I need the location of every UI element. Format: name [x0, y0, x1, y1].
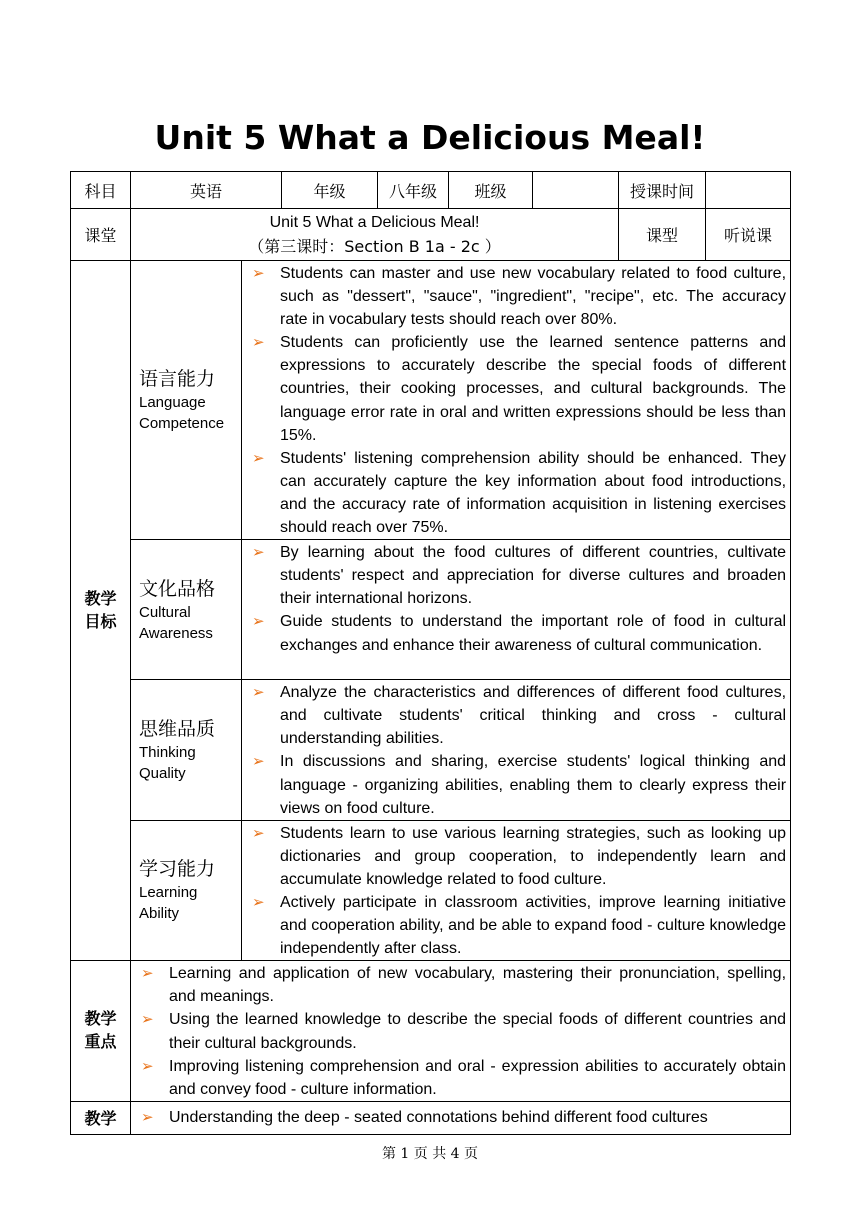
grade-value: 八年级 [378, 172, 449, 209]
objective-items-learning [242, 820, 791, 961]
list-item: ➢ Analyze the characteristics and differences of different food cultures, and cultivate students' critical thinking and cross - cultural understanding abilities. [252, 681, 786, 750]
subject-label: 科目 [71, 172, 131, 209]
key-points-label: 教学 重点 [71, 961, 131, 1102]
page-footer: 第 1 页 共 4 页 [381, 1146, 479, 1162]
objective-items-thinking [242, 680, 791, 821]
list-item: ➢ Students learn to use various learning strategies, such as looking up dictionaries and group cooperation, to independently learn and accumulate knowledge related to food culture. [252, 822, 786, 891]
lesson-title: Unit 5 What a Delicious Meal! [269, 213, 480, 231]
objective-category-learning: 学习能力 Learning Ability [131, 820, 242, 961]
objective-items-cultural [242, 540, 791, 680]
key-points-items [131, 961, 791, 1102]
objective-row-thinking [71, 680, 791, 821]
grade-label: 年级 [282, 172, 378, 209]
objective-category-cultural: 文化品格 Cultural Awareness [131, 540, 242, 680]
lesson-label: 课堂 [71, 209, 131, 261]
header-row [71, 172, 791, 209]
list-item: ➢ Students' listening comprehension ability should be enhanced. They can accurately capture the key information about food introductions, and the accuracy rate of information acquisition in listening exercises should reach over 75%. [252, 447, 786, 539]
class-value [533, 172, 619, 209]
objective-category-language: 语言能力 Language Competence [131, 261, 242, 540]
list-item: ➢ Actively participate in classroom activities, improve learning initiative and cooperation ability, and be able to expand food - culture knowledge independently after class. [252, 891, 786, 960]
subject-value: 英语 [131, 172, 282, 209]
objective-row-language [71, 261, 791, 540]
difficult-points-label: 教学 [71, 1101, 131, 1134]
key-points-row [71, 961, 791, 1102]
list-item: ➢ Students can master and use new vocabulary related to food culture, such as "dessert", "sauce", "ingredient", "recipe", etc. The accuracy rate in vocabulary tests should reach over 80%. [252, 262, 786, 331]
list-item: ➢ Understanding the deep - seated connotations behind different food cultures [141, 1106, 786, 1129]
difficult-points-row [71, 1101, 791, 1134]
objectives-label: 教学 目标 [71, 261, 131, 961]
objective-items-language [242, 261, 791, 540]
difficult-points-items [131, 1101, 791, 1134]
objective-category-thinking: 思维品质 Thinking Quality [131, 680, 242, 821]
lesson-row [71, 209, 791, 261]
list-item: ➢ Guide students to understand the important role of food in cultural exchanges and enhance their awareness of cultural communication. [252, 610, 786, 656]
list-item: ➢ Using the learned knowledge to describe the special foods of different countries and their cultural backgrounds. [141, 1008, 786, 1054]
lesson-plan-table [70, 171, 791, 1135]
list-item: ➢ Learning and application of new vocabulary, mastering their pronunciation, spelling, and meanings. [141, 962, 786, 1008]
lesson-title-cell [131, 209, 619, 261]
objective-row-cultural [71, 540, 791, 680]
lesson-type-label: 课型 [619, 209, 706, 261]
list-item: ➢ In discussions and sharing, exercise students' logical thinking and language - organizing abilities, enabling them to clearly express their views on food culture. [252, 750, 786, 819]
list-item: ➢ Students can proficiently use the learned sentence patterns and expressions to accurately describe the special foods of different countries, their cooking processes, and cultural backgrounds. The language error rate in oral and written expressions should be less than 15%. [252, 331, 786, 446]
lesson-period: （第三课时：Section B 1a - 2c ） [248, 236, 501, 256]
time-label: 授课时间 [619, 172, 706, 209]
time-value [706, 172, 791, 209]
class-label: 班级 [449, 172, 533, 209]
list-item: ➢ By learning about the food cultures of different countries, cultivate students' respect and appreciation for diverse cultures and broaden their international horizons. [252, 541, 786, 610]
objective-row-learning [71, 820, 791, 961]
lesson-type-value: 听说课 [706, 209, 791, 261]
list-item: ➢ Improving listening comprehension and oral - expression abilities to accurately obtain and convey food - culture information. [141, 1055, 786, 1101]
document-title: Unit 5 What a Delicious Meal! [154, 118, 706, 157]
